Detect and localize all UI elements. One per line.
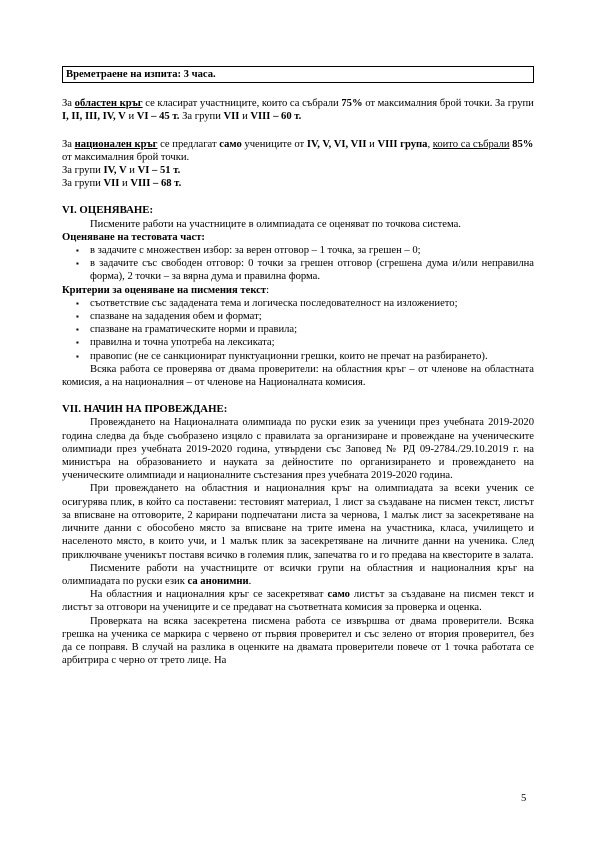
list-item: ▪ правилна и точна употреба на лексиката;: [62, 336, 534, 349]
national-round-term: национален кръг: [74, 138, 158, 150]
document-page: [62, 66, 534, 667]
list-item: ▪ в задачите със свободен отговор: 0 точки за грешен отговор (сгрешена дума и/или неправилна форма), 2 точки – за вярна дума и правилна форма.: [62, 257, 534, 283]
regional-round-paragraph: За областен кръг се класират участниците, които са събрали 75% от максималния брой точки. За групи I, II, III, IV, V и VI – 45 т. За групи VII и VIII – 60 т.: [62, 98, 534, 123]
test-evaluation-list: [62, 244, 534, 284]
list-item: ▪ спазване на зададения обем и формат;: [62, 310, 534, 323]
national-threshold-line-1: За групи IV, V и VI – 51 т.: [62, 165, 181, 177]
list-item: ▪ правопис (не се санкционират пунктуационни грешки, които не пречат на разбирането).: [62, 350, 534, 363]
procedure-paragraph-3: Писмените работи на участниците от всички групи на областния и националния кръг на олимпиадата по руски език са анонимни.: [62, 562, 534, 587]
evaluation-intro: Писмените работи на участниците в олимпиадата се оценяват по точкова система.: [90, 218, 461, 230]
procedure-paragraph-4: На областния и националния кръг се засекретяват само листът за създаване на писмен текст и листът за отговори на учениците и се предават на съответната комисия за проверка и оценка.: [62, 589, 534, 614]
evaluation-closing: Всяка работа се проверява от двама проверители: на областния кръг – от членове на областната комисия, а на националния – от членове на Националната комисия.: [62, 363, 534, 389]
national-round-paragraph: За национален кръг се предлагат само учениците от IV, V, VI, VII и VIII група, които са събрали 85% от максималния брой точки.: [62, 138, 534, 163]
list-item: ▪ в задачите с множествен избор: за верен отговор – 1 точка, за грешен – 0;: [62, 244, 534, 257]
criteria-list: [62, 297, 534, 363]
section-heading-procedure: VII. НАЧИН НА ПРОВЕЖДАНЕ:: [62, 403, 228, 416]
page-number: 5: [521, 793, 527, 804]
test-evaluation-heading: Оценяване на тестовата част:: [62, 231, 205, 243]
procedure-paragraph-5: Проверката на всяка засекретена писмена работа се извършва от двама проверители. Всяка грешка на ученика се маркира с червено от първия проверител и със зелено от втория проверител, без да се поправя. В случай на разлика в оценките на двамата проверители повече от 1 точка работата се арбитрира с черно от трето лице. На: [62, 615, 534, 667]
national-threshold-line-2: За групи VII и VIII – 68 т.: [62, 178, 182, 190]
exam-duration-box: Времетраене на изпита: 3 часа.: [62, 66, 534, 83]
procedure-paragraph-2: При провеждането на областния и националния кръг на олимпиадата за всеки ученик се осигурява плик, в който са поставени: тестовият материал, 1 лист за създаване на писмен текст, листът за вписване на отговорите, 2 карирани подпечатани листа за чернова, 1 малък лист за засекретяване на личните данни с обособено място за вписване на трите имена на участника, класа, училището и населеното място, в които учи, и 1 малък плик за засекретяване на личните данни на ученика. След приключване ученикът поставя всичко в големия плик, запечатва го и го предава на квесторите в залата.: [62, 483, 534, 561]
list-item: ▪ спазване на граматическите норми и правила;: [62, 323, 534, 336]
list-item: ▪ съответствие със зададената тема и логическа последователност на изложението;: [62, 297, 534, 310]
criteria-heading: Критерии за оценяване на писмения текст:: [62, 284, 270, 296]
procedure-paragraph-1: Провеждането на Националната олимпиада по руски език за ученици през учебната 2019-2020 година следва да бъде съобразено изцяло с правилата за организиране и провеждане на ученическите олимпиади през учебната 2019-2020 година, утвърдени със Заповед № РД 09-2784./29.10.2019 г. на министъра на образованието и науката за дейностите по организирането и провеждането на ученическите олимпиади и националните състезания през учебната 2019-2020 година.: [62, 417, 534, 482]
section-heading-evaluation: VI. ОЦЕНЯВАНЕ:: [62, 204, 154, 217]
regional-round-term: областен кръг: [74, 98, 143, 110]
